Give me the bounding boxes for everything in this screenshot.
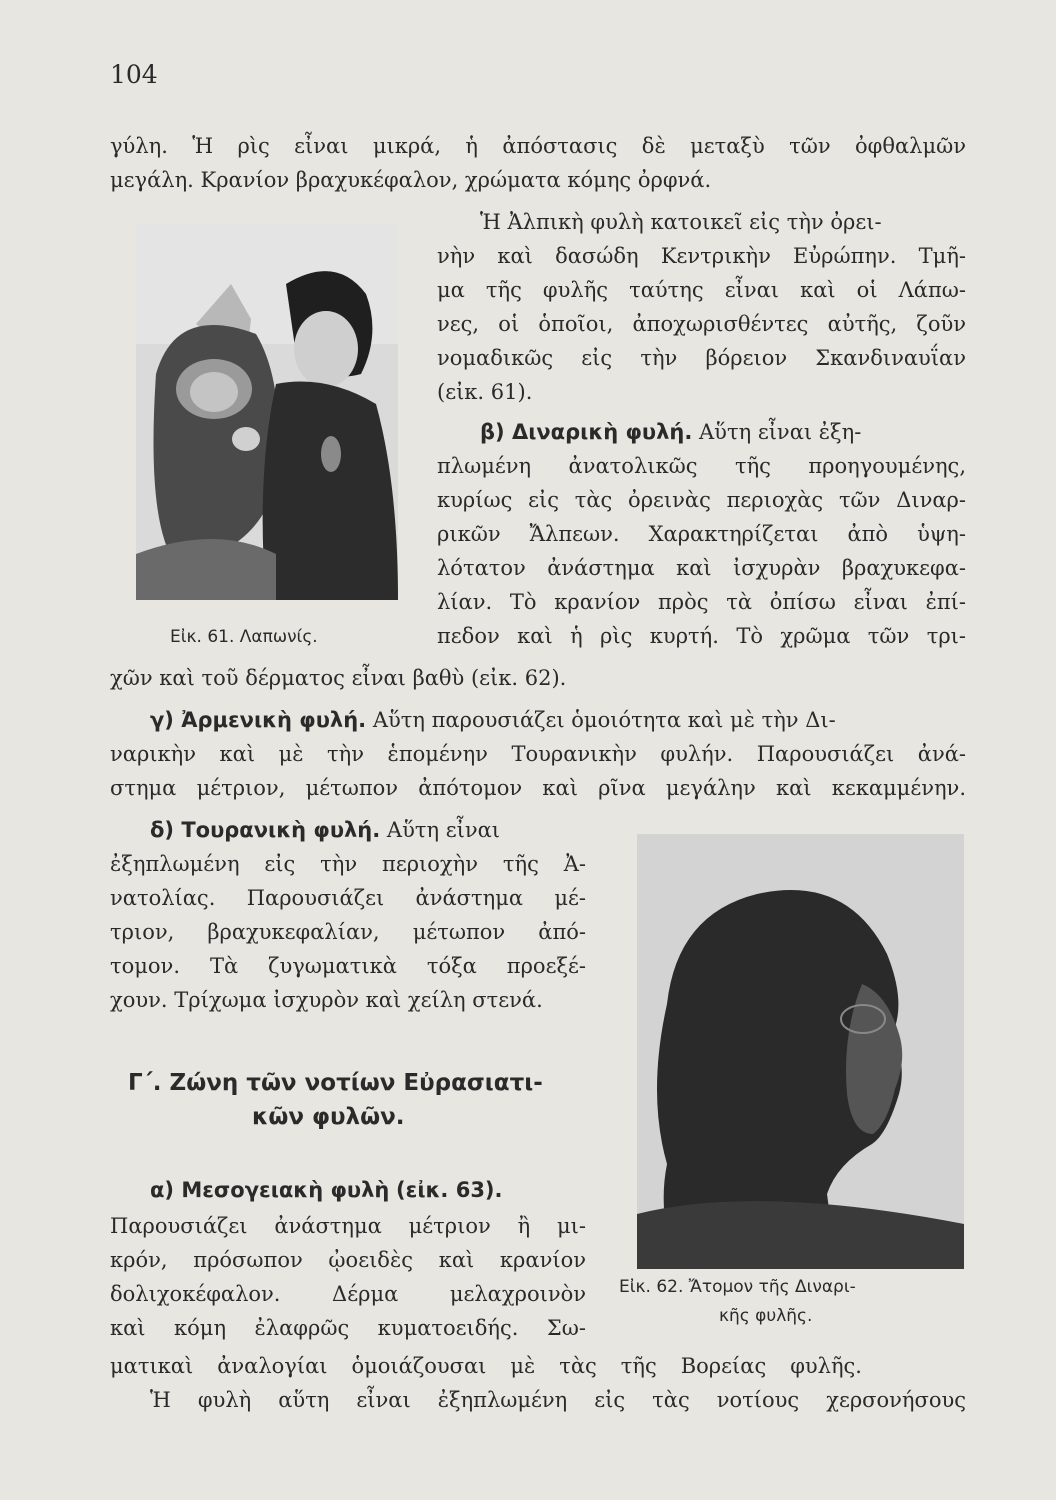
- text-line: νες, οἱ ὁποῖοι, ἀποχωρισθέντες αὐτῆς, ζοῦν: [437, 312, 966, 336]
- text-line: κρόν, πρόσωπον ᾠοειδὲς καὶ κρανίον: [110, 1248, 586, 1272]
- figure-61-photo: [136, 224, 398, 600]
- text-line: ματικαὶ ἀναλογίαι ὁμοιάζουσαι μὲ τὰς τῆς Βορείας φυλῆς.: [110, 1354, 862, 1378]
- text-line-mesogeiaki: [150, 1176, 503, 1204]
- text-line: στημα μέτριον, μέτωπον ἀπότομον καὶ ρῖνα μεγάλην καὶ κεκαμμένην.: [110, 776, 966, 800]
- subheading-mesogeiaki: α) Μεσογειακὴ φυλὴ: [150, 1178, 390, 1202]
- text-line: λίαν. Τὸ κρανίον πρὸς τὰ ὀπίσω εἶναι ἐπί-: [437, 590, 966, 614]
- subheading-armeniki: γ) Ἀρμενικὴ φυλή.: [150, 708, 367, 732]
- text-line: νομαδικῶς εἰς τὴν βόρειον Σκανδιναυΐαν: [437, 346, 966, 370]
- text-line: Ἡ Ἀλπικὴ φυλὴ κατοικεῖ εἰς τὴν ὀρει-: [480, 210, 882, 234]
- subheading-mesogeiaki-ref: (εἰκ. 63).: [396, 1178, 503, 1202]
- text-line: γύλη. Ἡ ρὶς εἶναι μικρά, ἡ ἀπόστασις δὲ μεταξὺ τῶν ὀφθαλμῶν: [110, 134, 966, 158]
- text-line: ἐξηπλωμένη εἰς τὴν περιοχὴν τῆς Ἀ-: [110, 852, 586, 876]
- text-line: δολιχοκέφαλον. Δέρμα μελαχροινὸν: [110, 1282, 586, 1306]
- figure-61-caption: Εἰκ. 61. Λαπωνίς.: [170, 627, 318, 647]
- text-line: τομον. Τὰ ζυγωματικὰ τόξα προεξέ-: [110, 954, 586, 978]
- text-line: κυρίως εἰς τὰς ὀρεινὰς περιοχὰς τῶν Διναρ-: [437, 488, 966, 512]
- text-line: λότατον ἀνάστημα καὶ ἰσχυρὰν βραχυκεφα-: [437, 556, 966, 580]
- text-line: Παρουσιάζει ἀνάστημα μέτριον ἢ μι-: [110, 1214, 586, 1238]
- text-line: χουν. Τρίχωμα ἰσχυρὸν καὶ χείλη στενά.: [110, 988, 543, 1012]
- text-line-armeniki: [150, 706, 836, 734]
- subheading-dinariki: β) Διναρικὴ φυλή.: [480, 420, 693, 444]
- text-line: νὴν καὶ δασώδη Κεντρικὴν Εὐρώπην. Τμῆ-: [437, 244, 966, 268]
- text-span: Αὕτη παρουσιάζει ὁμοιότητα καὶ μὲ τὴν Δι-: [372, 708, 836, 732]
- text-line-dinariki: [480, 418, 861, 446]
- subheading-touraniki: δ) Τουρανικὴ φυλή.: [150, 818, 381, 842]
- text-line: χῶν καὶ τοῦ δέρματος εἶναι βαθὺ (εἰκ. 62).: [110, 666, 567, 690]
- text-line: ρικῶν Ἄλπεων. Χαρακτηρίζεται ἀπὸ ὑψη-: [437, 522, 966, 546]
- text-line: μεγάλη. Κρανίον βραχυκέφαλον, χρώματα κόμης ὀρφνά.: [110, 168, 712, 192]
- text-line: πεδον καὶ ἡ ρὶς κυρτή. Τὸ χρῶμα τῶν τρι-: [437, 624, 966, 648]
- section-heading-cont: κῶν φυλῶν.: [252, 1104, 405, 1130]
- text-line: πλωμένη ἀνατολικῶς τῆς προηγουμένης,: [437, 454, 966, 478]
- figure-62-photo: [637, 834, 964, 1269]
- text-line: τριον, βραχυκεφαλίαν, μέτωπον ἀπό-: [110, 920, 586, 944]
- page-number: 104: [110, 60, 158, 89]
- section-heading: Γ΄. Ζώνη τῶν νοτίων Εὐρασιατι-: [128, 1070, 543, 1096]
- text-line: ναρικὴν καὶ μὲ τὴν ἑπομένην Τουρανικὴν φυλήν. Παρουσιάζει ἀνά-: [110, 742, 966, 766]
- text-line: (εἰκ. 61).: [437, 380, 533, 404]
- figure-62-caption: Εἰκ. 62. Ἄτομον τῆς Διναρι-: [619, 1277, 856, 1297]
- text-line: καὶ κόμη ἐλαφρῶς κυματοειδής. Σω-: [110, 1316, 586, 1340]
- text-line: μα τῆς φυλῆς ταύτης εἶναι καὶ οἱ Λάπω-: [437, 278, 966, 302]
- text-span: Αὕτη εἶναι: [386, 818, 501, 842]
- text-line: Ἡ φυλὴ αὕτη εἶναι ἐξηπλωμένη εἰς τὰς νοτίους χερσονήσους: [150, 1388, 966, 1412]
- text-span: Αὕτη εἶναι ἐξη-: [699, 420, 862, 444]
- text-line-tourаniki: [150, 816, 500, 844]
- text-line: νατολίας. Παρουσιάζει ἀνάστημα μέ-: [110, 886, 586, 910]
- figure-62-caption-cont: κῆς φυλῆς.: [719, 1306, 813, 1326]
